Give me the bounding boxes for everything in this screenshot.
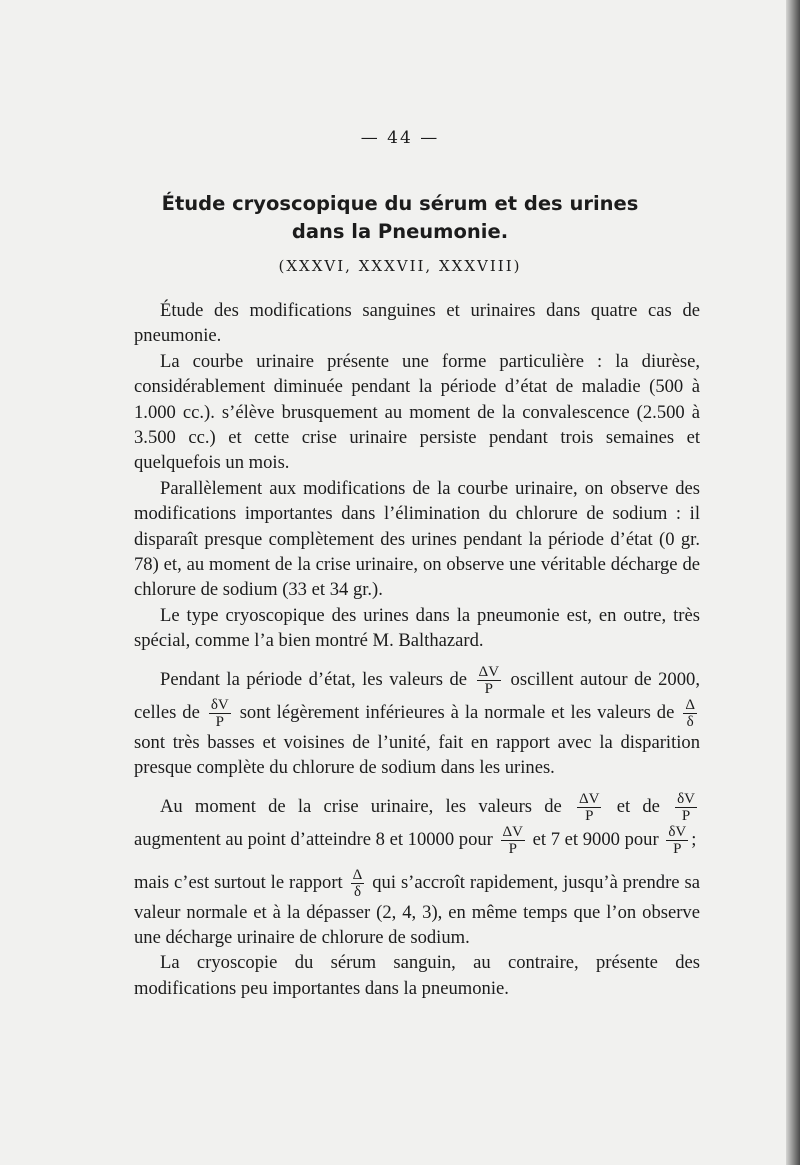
paragraph-2: La courbe urinaire présente une forme particulière : la diurèse, considérablement diminuée pendant la période d’état de maladie (500 à 1.000 cc.). s’élève brusquement au moment de la convalescence (2.500 à 3.500 cc.) et cette crise urinaire persiste pendant trois semaines et quelquefois un mois. (134, 350, 700, 474)
paragraph-6-e: ; (691, 828, 697, 850)
page-number: — 44 — (360, 128, 440, 148)
fraction-denominator: δ (686, 713, 694, 730)
fraction-numerator: ΔV (478, 663, 500, 680)
paragraph-1: Étude des modifications sanguines et urinaires dans quatre cas de pneumonie. (134, 300, 700, 347)
paragraph-5-c: sont légèrement inférieures à la normale et les valeurs de (239, 701, 675, 723)
paragraph-6-a: Au moment de la crise urinaire, les valeurs de (160, 795, 562, 817)
fraction-denominator: P (673, 840, 682, 857)
fraction-Delta-over-delta (683, 697, 697, 730)
paragraph-7 (134, 867, 700, 951)
scan-edge (786, 0, 800, 1165)
fraction-Delta-over-delta (351, 867, 365, 900)
paragraph-5-a: Pendant la période d’état, les valeurs de (160, 668, 468, 690)
fraction-numerator: Δ (685, 696, 695, 713)
fraction-dV-over-P (577, 791, 601, 824)
paragraph-5-d: sont très basses et voisines de l’unité, fait en rapport avec la disparition presque complète du chlorure de sodium dans les urines. (134, 731, 700, 779)
fraction-denominator: P (215, 713, 224, 730)
title-line-2: dans la Pneumonie. (291, 220, 509, 243)
paragraph-8: La cryoscopie du sérum sanguin, au contraire, présente des modifications peu importantes dans la pneumonie. (134, 952, 700, 999)
fraction-numerator: ΔV (502, 823, 524, 840)
fraction-denominator: P (484, 680, 493, 697)
fraction-denominator: δ (353, 883, 362, 900)
fraction-numerator: ΔV (579, 790, 600, 807)
paragraph-6 (134, 791, 700, 857)
paragraph-6-c: augmentent au point d’atteindre 8 et 10000 pour (134, 828, 493, 850)
body-text (134, 298, 700, 1001)
fraction-numerator: Δ (352, 866, 363, 883)
title-line-1: Étude cryoscopique du sérum et des urines (161, 192, 639, 215)
fraction-numerator: δV (677, 790, 696, 807)
paragraph-6-d: et 7 et 9000 pour (532, 828, 659, 850)
paragraph-7-b: qui s’accroît rapidement, jusqu’à prendre sa valeur normale et à la dépasser (2, 4, 3), en même temps que l’on observe une décharge urinaire de chlorure de sodium. (134, 871, 700, 948)
paragraph-7-a: mais c’est surtout le rapport (134, 871, 343, 893)
references: (XXXVI, XXXVII, XXXVIII) (278, 257, 522, 275)
fraction-denominator: P (681, 807, 691, 824)
fraction-dV-over-P (501, 824, 525, 857)
fraction-dV-over-P (477, 664, 501, 697)
fraction-denominator: P (508, 840, 517, 857)
paragraph-6-b: et de (616, 795, 660, 817)
paragraph-5 (134, 664, 700, 781)
fraction-deltaV-over-P (666, 824, 688, 857)
fraction-numerator: δV (210, 696, 229, 713)
fraction-deltaV-over-P (209, 697, 231, 730)
fraction-denominator: P (585, 807, 594, 824)
paragraph-4: Le type cryoscopique des urines dans la pneumonie est, en outre, très spécial, comme l’a bien montré M. Balthazard. (134, 604, 700, 652)
fraction-numerator: δV (668, 823, 687, 840)
paragraph-5-b: oscillent autour de 2000, celles de (134, 668, 700, 723)
section-title (120, 190, 680, 246)
paragraph-3: Parallèlement aux modifications de la courbe urinaire, on observe des modifications importantes dans l’élimination du chlorure de sodium : il disparaît presque complètement des urines pendant la période d’état (0 gr. 78) et, au moment de la crise urinaire, on observe une véritable décharge de chlorure de sodium (33 et 34 gr.). (134, 477, 700, 601)
fraction-deltaV-over-P (675, 791, 697, 824)
